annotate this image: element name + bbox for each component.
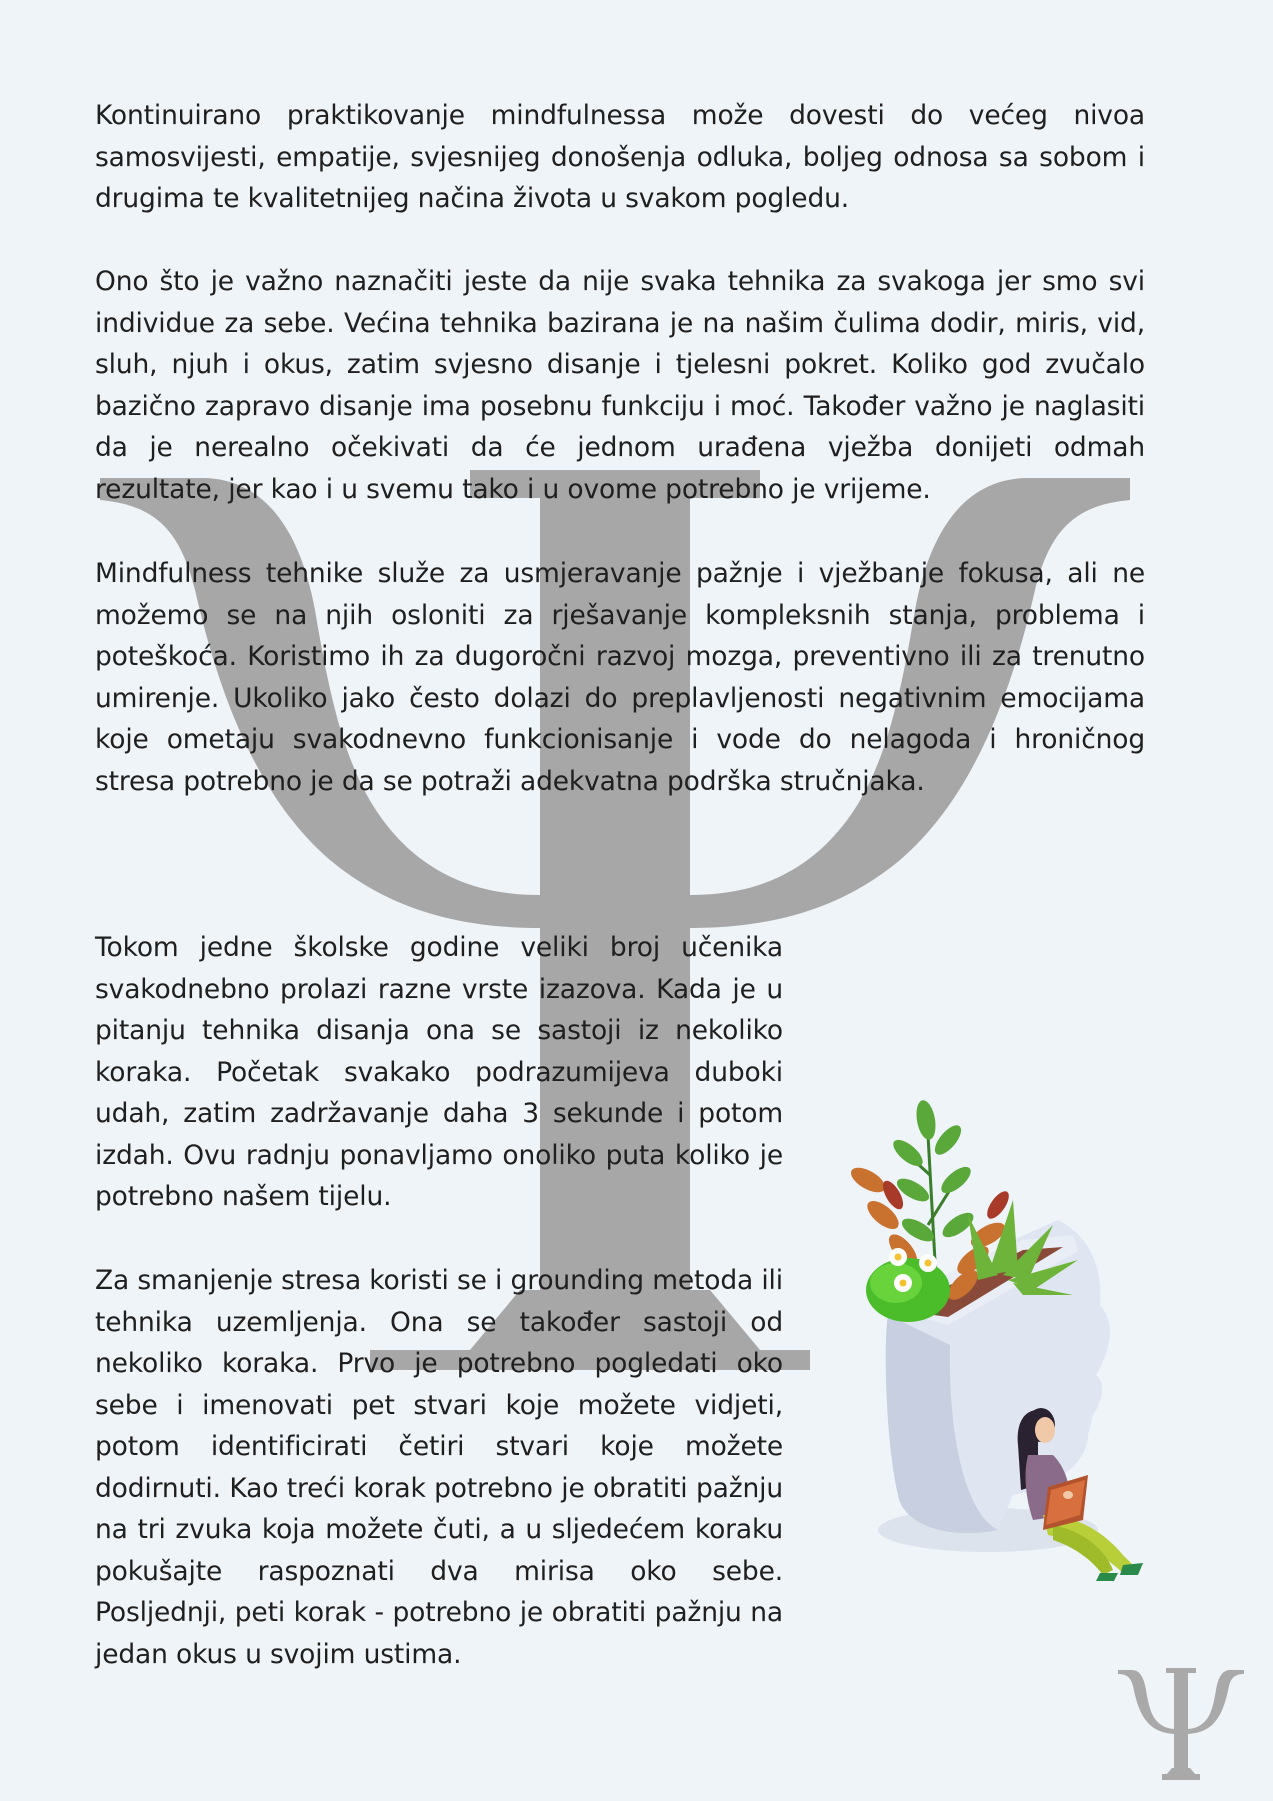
paragraph-intro: Kontinuirano praktikovanje mindfulnessa može dovesti do većeg nivoa samosvijesti, empatije, svjesnijeg donošenja odluka, boljeg odnosa sa sobom i drugima te kvalitetnijeg načina života u svakom pogledu.	[95, 100, 1145, 214]
paragraph-grounding-method: Za smanjenje stresa koristi se i grounding metoda ili tehnika uzemljenja. Ona se također sastoji od nekoliko koraka. Prvo je potrebno pogledati oko sebe i imenovati pet stvari koje možete vidjeti, potom identificirati četiri stvari koje možete dodirnuti. Kao treći korak potrebno je obratiti pažnju na tri zvuka koja možete čuti, a u sljedećem koraku pokušajte raspoznati dva mirisa oko sebe. Posljednji, peti korak - potrebno je obratiti pažnju na jedan okus u svojim ustima.	[95, 1265, 783, 1670]
head-planter-illustration	[838, 1025, 1188, 1615]
psi-corner-icon	[1118, 1668, 1244, 1782]
paragraph-breathing-technique: Tokom jedne školske godine veliki broj učenika svakodnebno prolazi razne vrste izazova. Kada je u pitanju tehnika disanja ona se sastoji iz nekoliko koraka. Početak svakako podrazumijeva duboki udah, zatim zadržavanje daha 3 sekunde i potom izdah. Ovu radnju ponavljamo onoliko puta koliko je potrebno našem tijelu.	[95, 932, 783, 1212]
paragraph-techniques: Ono što je važno naznačiti jeste da nije svaka tehnika za svakoga jer smo svi individue za sebe. Većina tehnika bazirana je na našim čulima dodir, miris, vid, sluh, njuh i okus, zatim svjesno disanje i tjelesni pokret. Koliko god zvučalo bazično zapravo disanje ima posebnu funkciju i moć. Također važno je naglasiti da je nerealno očekivati da će jednom urađena vježba donijeti odmah rezultate, jer kao i u svemu tako i u ovome potrebno je vrijeme.	[95, 266, 1145, 505]
paragraph-mindfulness-limits: Mindfulness tehnike služe za usmjeravanje pažnje i vježbanje fokusa, ali ne možemo se na njih osloniti za rješavanje kompleksnih stanja, problema i poteškoća. Koristimo ih za dugoročni razvoj mozga, preventivno ili za trenutno umirenje. Ukoliko jako često dolazi do preplavljenosti negativnim emocijama koje ometaju svakodnevno funkcionisanje i vode do nelagoda i hroničnog stresa potrebno je da se potraži adekvatna podrška stručnjaka.	[95, 558, 1145, 797]
